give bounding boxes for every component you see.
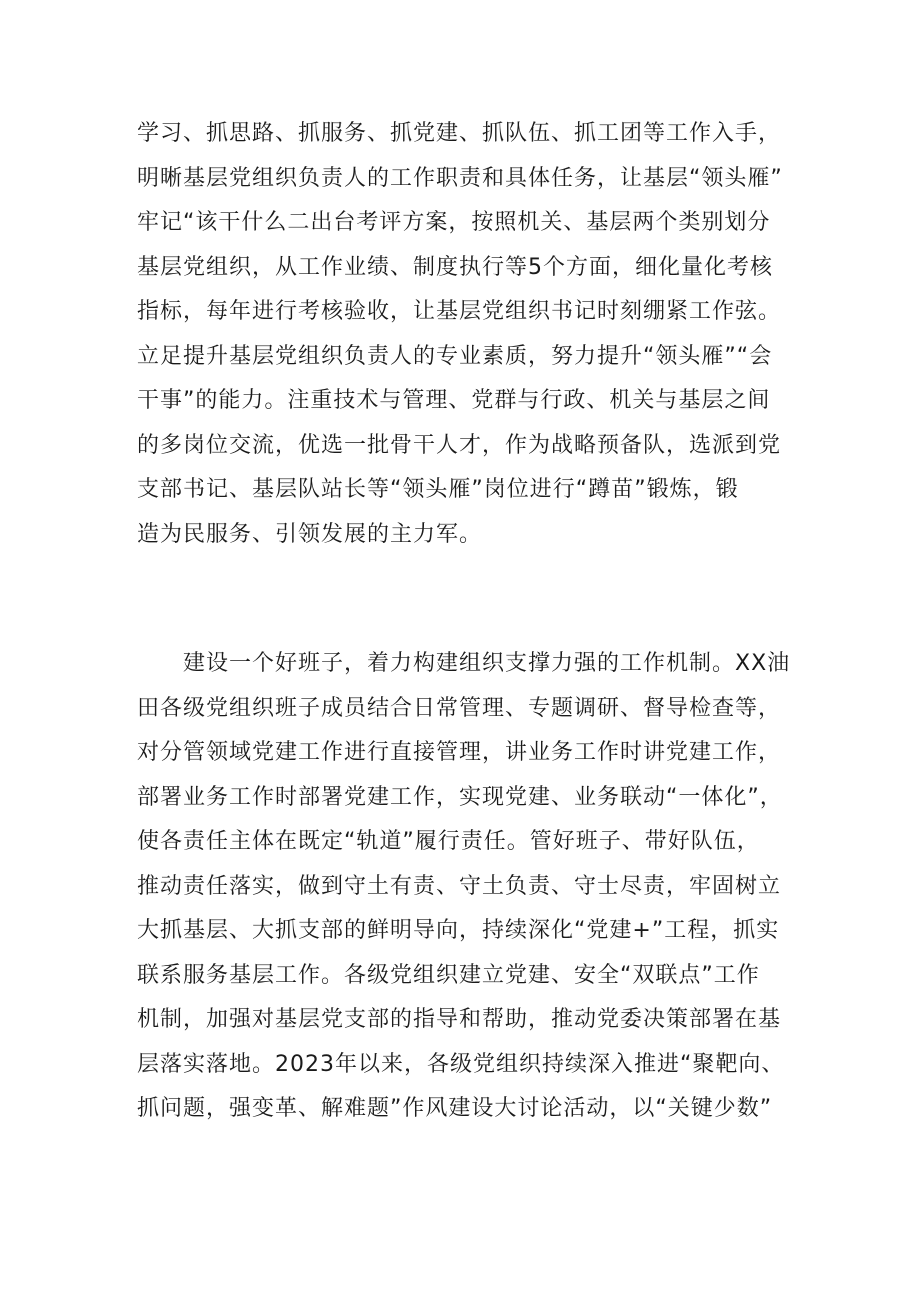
paragraph-line: 基层党组织，从工作业绩、制度执行等5个方面，细化量化考核 xyxy=(137,254,773,280)
paragraph-line: 层落实落地。2023年以来，各级党组织持续深入推进“聚靶向、 xyxy=(137,1051,785,1077)
paragraph-line: 田各级党组织班子成员结合日常管理、专题调研、督导检查等， xyxy=(137,695,782,721)
paragraph-line: 推动责任落实，做到守土有责、守土负责、守士尽责，牢固树立 xyxy=(137,873,782,899)
paragraph-line: 大抓基层、大抓支部的鲜明导向，持续深化“党建+”工程，抓实 xyxy=(137,918,780,943)
paragraph-line: 联系服务基层工作。各级党组织建立党建、安全“双联点”工作 xyxy=(137,962,760,988)
paragraph-line: 部署业务工作时部署党建工作，实现党建、业务联动“一体化”， xyxy=(137,784,783,810)
paragraph-line: 指标，每年进行考核验收，让基层党组织书记时刻绷紧工作弦。 xyxy=(137,299,782,324)
paragraph-line: 使各责任主体在既定“轨道”履行责任。管好班子、带好队伍， xyxy=(137,829,760,854)
paragraph-line: 支部书记、基层队站长等“领头雁”岗位进行“蹲苗”锻炼，锻 xyxy=(137,477,739,502)
paragraph-line: 牢记“该干什么二出台考评方案，按照机关、基层两个类别划分 xyxy=(137,210,771,235)
paragraph-line: 对分管领域党建工作进行直接管理，讲业务工作时讲党建工作， xyxy=(137,740,782,765)
paragraph-1 xyxy=(137,112,797,557)
paragraph-line: 造为民服务、引领发展的主力军。 xyxy=(137,521,483,547)
paragraph-line: 机制，加强对基层党支部的指导和帮助，推动党委决策部署在基 xyxy=(137,1007,782,1032)
paragraph-line: 干事”的能力。注重技术与管理、党群与行政、机关与基层之间 xyxy=(137,388,771,413)
paragraph-line: 抓问题，强变革、解难题”作风建设大讨论活动，以“关键少数” xyxy=(137,1096,773,1121)
paragraph-line: 明晰基层党组织负责人的工作职责和具体任务，让基层“领头雁” xyxy=(137,165,783,191)
paragraph-line: 学习、抓思路、抓服务、抓党建、抓队伍、抓工团等工作入手， xyxy=(137,121,782,146)
paragraph-line: 立足提升基层党组织负责人的专业素质，努力提升“领头雁”“会 xyxy=(137,343,773,369)
paragraph-line: 的多岗位交流，优选一批骨干人才，作为战略预备队，选派到党 xyxy=(137,432,782,458)
paragraph-line: 建设一个好班子，着力构建组织支撑力强的工作机制。XX油 xyxy=(183,651,791,676)
paragraph-2 xyxy=(137,642,797,1132)
